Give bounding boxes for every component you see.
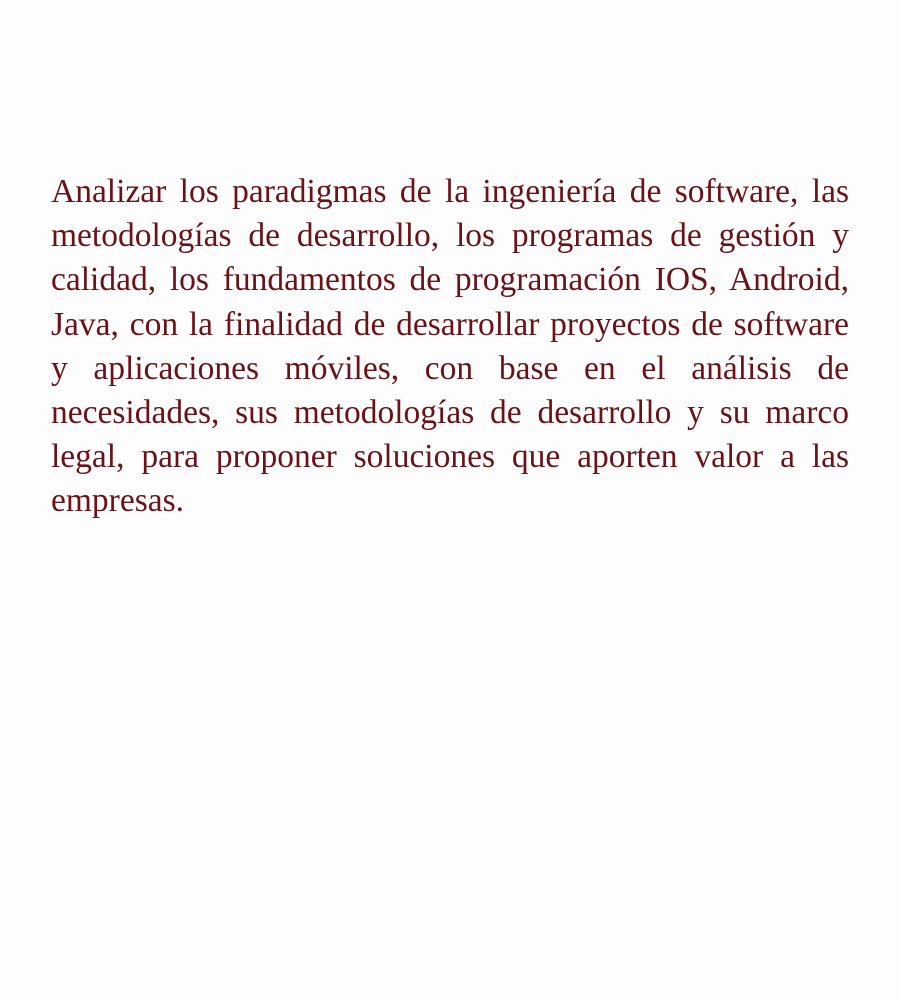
objective-paragraph: Analizar los paradigmas de la ingeniería de software, las metodologías de desarrollo, los programas de gestión y calidad, los fundamentos de programación IOS, Android, Java, con la finalidad de desarrollar proyectos de software y aplicaciones móviles, con base en el análisis de necesidades, sus metodologías de desarrollo y su marco legal, para proponer soluciones que aporten valor a las empresas. [51, 173, 849, 520]
